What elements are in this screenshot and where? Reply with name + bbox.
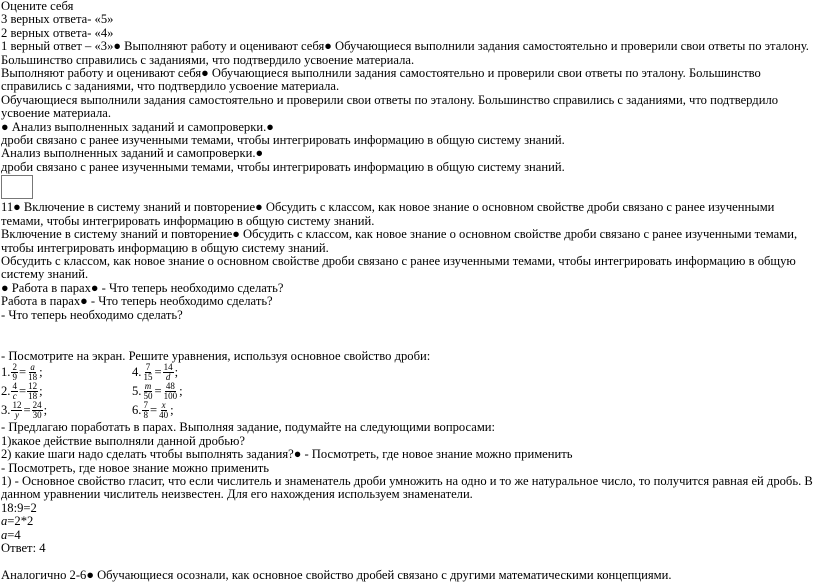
question-2: 2) какие шаги надо сделать чтобы выполнять задания?● - Посмотреть, где новое знание можно применить [1, 447, 573, 462]
document-page [1, 0, 814, 583]
pair-work-line-2: Работа в парах● - Что теперь необходимо сделать? [1, 294, 273, 309]
equation-4: 4. $\frac{7}{15}$ = $\frac{14}{d}$ ; [132, 362, 179, 383]
answer-explanation: 1) - Основное свойство гласит, что если числитель и знаменатель дроби умножить на одно и то же натуральное число, то получится равная ей дробь. В данном уравнении числитель неизвестен. Для его нахождения используем знаменатели. [1, 473, 813, 502]
equation-3: 3. $\frac{12}{y}$ = $\frac{24}{30}$ ; [1, 400, 48, 421]
equation-2: 2. $\frac{4}{c}$ = $\frac{12}{18}$ ; [1, 381, 43, 402]
pair-work-line-1: ● Работа в парах● - Что теперь необходимо сделать? [1, 280, 284, 295]
paragraph-discuss: Обсудить с классом, как новое знание о основном свойстве дроби связано с ранее изученными темами, чтобы интегрировать информацию в общую систему знаний. [1, 253, 796, 282]
equation-1: 1. $\frac{2}{9}$ = $\frac{a}{18}$ ; [1, 362, 43, 383]
paragraph-self-check: Выполняют работу и оценивают себя● Обучающиеся выполнили задания самостоятельно и проверили свои ответы по эталону. Большинство справились с заданиями, что подтвердило усвоение материала. [1, 66, 761, 94]
equations-left-column [1, 363, 47, 420]
spacer-2 [1, 555, 814, 569]
paragraph-grade-three: 1 верный ответ – «3»● Выполняют работу и оценивают себя● Обучающиеся выполнили задания самостоятельно и проверили свои ответы по эталону. Большинство справились с заданиями, что подтвердило усвоение материала. [1, 39, 809, 67]
calculation-2: a=2*2 [1, 514, 34, 529]
answer-line: Ответ: 4 [1, 541, 46, 555]
grade-five: 3 верных ответа- «5» [1, 12, 114, 27]
title: Оцените себя [1, 0, 74, 13]
paragraph-students-done: Обучающиеся выполнили задания самостоятельно и проверили свои ответы по эталону. Большинство справились с заданиями, что подтвердило усвоение материала. [1, 92, 779, 121]
analysis-line-1: ● Анализ выполненных заданий и самопроверки.● [1, 119, 274, 134]
footer-line: Аналогично 2-6● Обучающиеся осознали, как основное свойство дробей связано с другими математическими концепциями. [1, 568, 672, 583]
screen-instruction: - Посмотрите на экран. Решите уравнения, используя основное свойство дроби: [1, 348, 431, 363]
calculation-3: a=4 [1, 527, 21, 542]
analysis-line-3: Анализ выполненных заданий и самопроверки.● [1, 146, 264, 161]
paragraph-integration: Включение в систему знаний и повторение● Обсудить с классом, как новое знание о основном свойстве дроби связано с ранее изученными темами, чтобы интегрировать информацию в общую систему знаний. [1, 227, 798, 255]
equation-5: 5. $\frac{m}{50}$ = $\frac{48}{100}$ ; [132, 381, 183, 402]
analysis-line-2: дроби связано с ранее изученными темами, чтобы интегрировать информацию в общую систему знаний. [1, 133, 565, 148]
question-1: 1)какое действие выполняли данной дробью? [1, 433, 246, 448]
grade-four: 2 верных ответа- «4» [1, 25, 114, 40]
pair-work-line-3: - Что теперь необходимо сделать? [1, 307, 183, 322]
calculation-1: 18:9=2 [1, 500, 37, 515]
equation-6: 6. $\frac{7}{8}$ = $\frac{x}{40}$ ; [132, 400, 174, 421]
analysis-line-4: дроби связано с ранее изученными темами, чтобы интегрировать информацию в общую систему знаний. [1, 159, 565, 174]
question-3: - Посмотреть, где новое знание можно применить [1, 460, 270, 475]
empty-frame [1, 175, 33, 199]
equations-right-column [132, 363, 183, 420]
equations-block [1, 363, 814, 421]
paragraph-integration-11: 11● Включение в систему знаний и повторение● Обсудить с классом, как новое знание о основном свойстве дроби связано с ранее изученными темами, чтобы интегрировать информацию в общую систему знаний. [1, 200, 775, 228]
pair-work-instruction: - Предлагаю поработать в парах. Выполняя задание, подумайте на следующими вопросами: [1, 420, 496, 435]
spacer [1, 322, 814, 350]
